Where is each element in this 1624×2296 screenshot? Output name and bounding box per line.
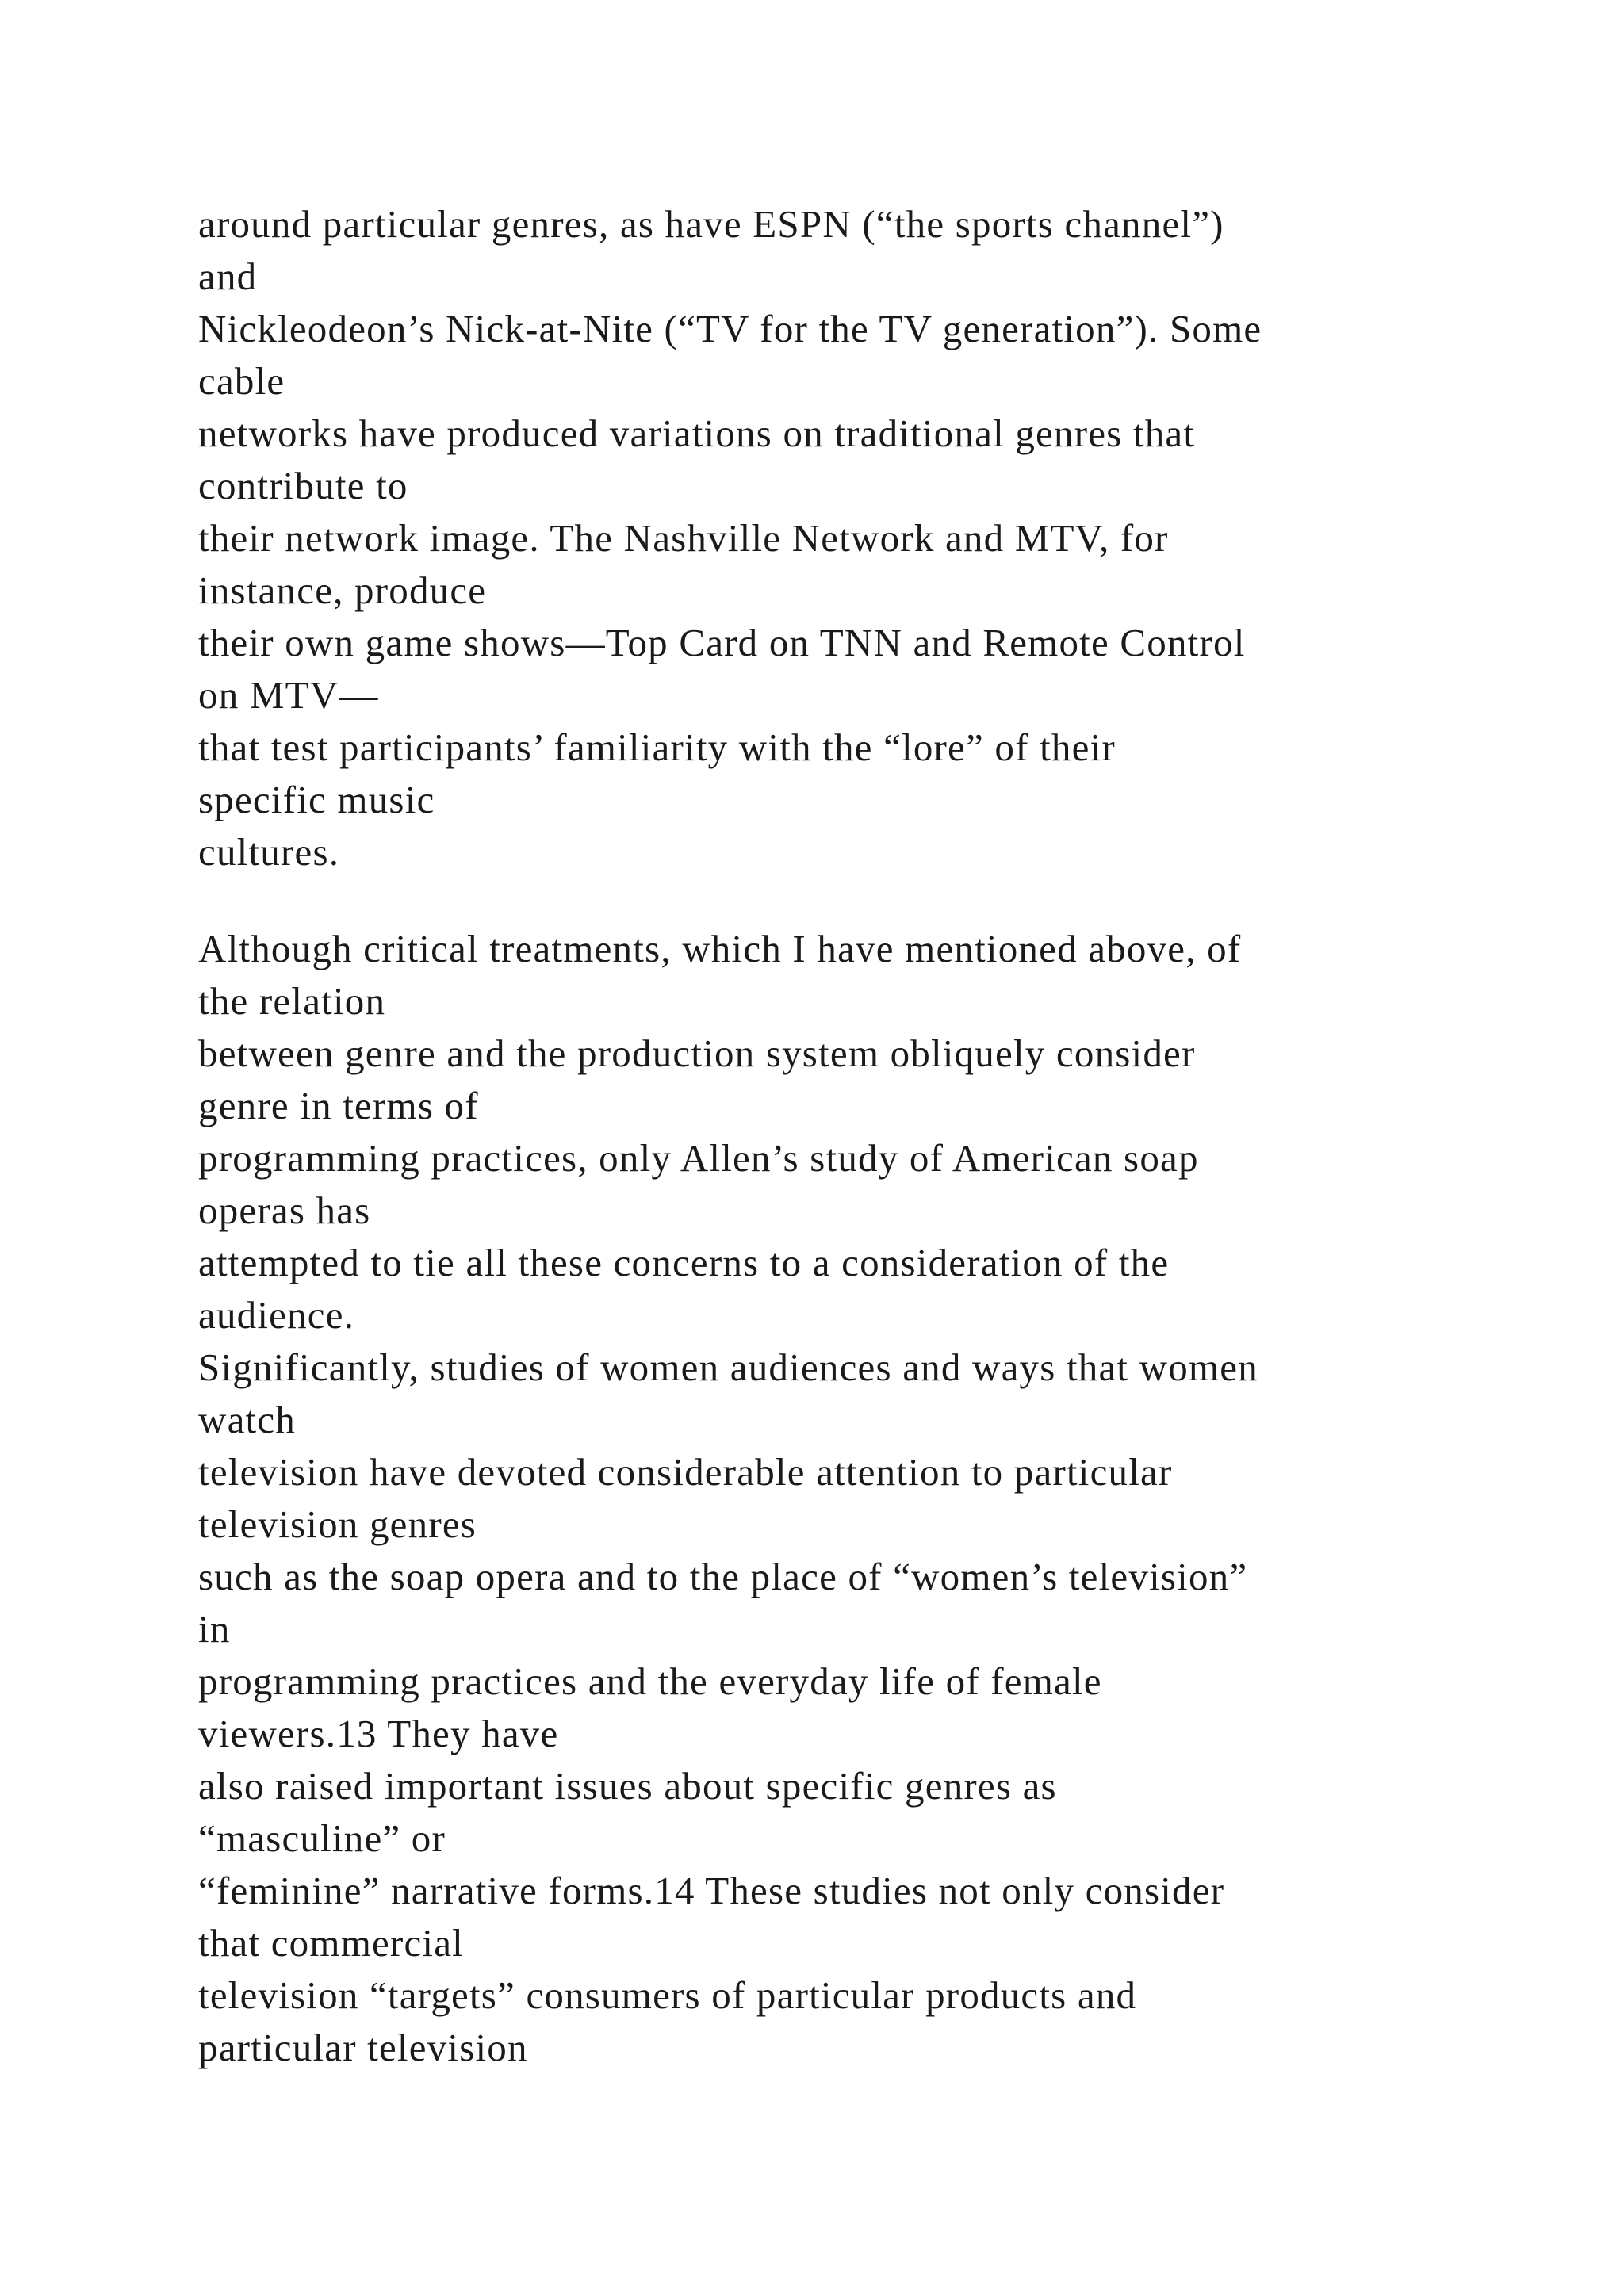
paragraph-1 [198, 198, 1467, 878]
text-line: such as the soap opera and to the place of “women’s television” [198, 1555, 1248, 1598]
text-line: Significantly, studies of women audiences and ways that women [198, 1345, 1258, 1389]
text-line: specific music [198, 778, 435, 821]
text-line: their own game shows—Top Card on TNN and Remote Control [198, 621, 1246, 664]
text-line: cultures. [198, 830, 340, 874]
text-line: operas has [198, 1188, 371, 1232]
text-line: genre in terms of [198, 1084, 479, 1127]
text-line: television “targets” consumers of particular products and [198, 1973, 1137, 2017]
text-line: cable [198, 359, 285, 403]
text-line: in [198, 1607, 231, 1651]
text-line: the relation [198, 979, 386, 1023]
text-line: programming practices, only Allen’s study of American soap [198, 1136, 1199, 1180]
text-line: on MTV— [198, 673, 379, 717]
text-line: audience. [198, 1293, 355, 1337]
text-line: instance, produce [198, 568, 487, 612]
text-line: networks have produced variations on traditional genres that [198, 411, 1196, 455]
text-line: “feminine” narrative forms.14 These studies not only consider [198, 1869, 1225, 1912]
text-line: that test participants’ familiarity with the “lore” of their [198, 725, 1116, 769]
text-line: television genres [198, 1502, 477, 1546]
text-line: and [198, 254, 258, 298]
text-line: also raised important issues about specific genres as [198, 1764, 1057, 1808]
text-line: programming practices and the everyday life of female [198, 1659, 1102, 1703]
text-line: their network image. The Nashville Network and MTV, for [198, 516, 1169, 560]
text-line: “masculine” or [198, 1816, 446, 1860]
paragraph-2 [198, 923, 1467, 2074]
text-line: that commercial [198, 1921, 464, 1965]
text-line: around particular genres, as have ESPN (“the sports channel”) [198, 202, 1224, 246]
text-line: attempted to tie all these concerns to a consideration of the [198, 1241, 1170, 1284]
text-line: viewers.13 They have [198, 1712, 559, 1755]
text-line: between genre and the production system obliquely consider [198, 1031, 1196, 1075]
text-line: Although critical treatments, which I have mentioned above, of [198, 927, 1242, 970]
text-line: watch [198, 1398, 296, 1441]
text-line: television have devoted considerable attention to particular [198, 1450, 1173, 1494]
text-line: contribute to [198, 464, 408, 507]
text-line: Nickleodeon’s Nick-at-Nite (“TV for the TV generation”). Some [198, 307, 1262, 350]
text-line: particular television [198, 2026, 528, 2069]
